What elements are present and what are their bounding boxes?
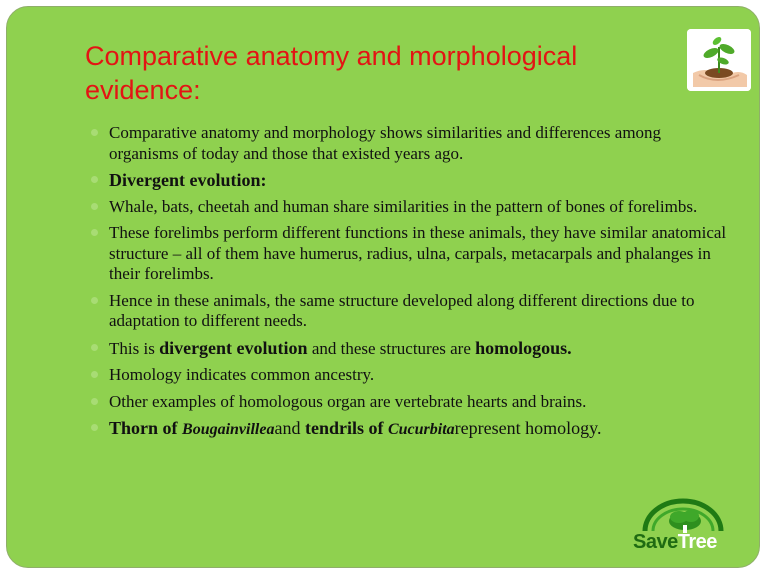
title-line-2: evidence: <box>85 75 201 105</box>
list-item <box>89 123 729 164</box>
bullet-bold-text: Thorn of <box>109 418 183 438</box>
list-item <box>89 223 729 285</box>
list-item <box>89 392 729 413</box>
bullet-heading: Divergent evolution: <box>109 170 267 190</box>
bullet-bold-text: tendrils of <box>304 418 388 438</box>
plant-in-hands-icon <box>687 29 751 91</box>
bullet-italic-text: Bougainvillea <box>182 421 275 438</box>
save-tree-logo <box>633 497 733 555</box>
logo-text <box>633 531 733 553</box>
bullet-list <box>89 123 729 447</box>
list-item <box>89 170 729 191</box>
title-line-1: Comparative anatomy and morphological <box>85 41 578 71</box>
bullet-text: Hence in these animals, the same structure developed along different directions due to adaptation to different needs. <box>109 290 695 330</box>
slide <box>6 6 760 568</box>
bullet-text: Homology indicates common ancestry. <box>109 365 375 384</box>
bullet-text: and these structures are <box>307 338 476 358</box>
bullet-bold-text: divergent evolution <box>159 337 308 358</box>
bullet-text: This is <box>109 338 160 358</box>
slide-title <box>85 39 645 107</box>
list-item <box>89 418 729 441</box>
logo-tree-text: Tree <box>677 531 717 553</box>
bullet-text: represent homology. <box>454 418 602 438</box>
list-item <box>89 365 729 386</box>
list-item <box>89 338 729 360</box>
list-item <box>89 291 729 332</box>
bullet-text: and <box>274 418 305 438</box>
bullet-text: Comparative anatomy and morphology shows similarities and differences among organisms of today and those that existed years ago. <box>109 123 662 163</box>
list-item <box>89 197 729 218</box>
bullet-text: Other examples of homologous organ are vertebrate hearts and brains. <box>109 391 587 411</box>
bullet-bold-text: homologous. <box>475 337 572 358</box>
bullet-text: These forelimbs perform different functions in these animals, they have similar anatomical structure – all of them have humerus, radius, ulna, carpals, metacarpals and phalanges in their forelimbs. <box>109 223 727 283</box>
logo-save-text: Save <box>633 531 678 553</box>
bullet-italic-text: Cucurbita <box>387 421 455 438</box>
bullet-text: Whale, bats, cheetah and human share similarities in the pattern of bones of forelimbs. <box>109 196 698 216</box>
